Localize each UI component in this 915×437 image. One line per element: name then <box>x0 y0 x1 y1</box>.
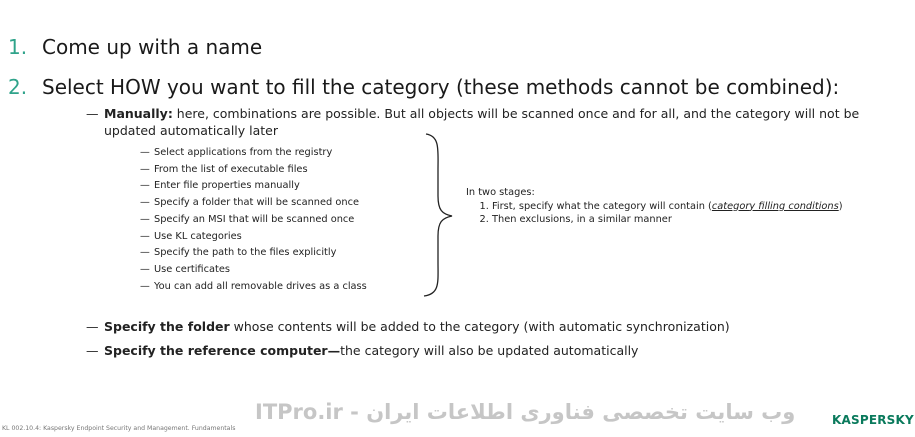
stage-2: 2. Then exclusions, in a similar manner <box>492 213 843 227</box>
step-1-text: Come up with a name <box>42 35 263 59</box>
list-item: — Select applications from the registry <box>140 147 333 158</box>
two-stages-note <box>466 186 843 227</box>
reference-computer-text: the category will also be updated automatically <box>340 343 639 358</box>
stage-1-emphasis: category filling conditions <box>711 200 839 212</box>
list-item: — Enter file properties manually <box>140 180 300 192</box>
reference-computer-method: — Specify the reference computer—the category will also be updated automatically <box>86 343 639 358</box>
step-2-text: Select HOW you want to fill the category (these methods cannot be combined): <box>42 75 840 99</box>
folder-method: — Specify the folder whose contents will be added to the category (with automatic synchronization) <box>86 319 730 334</box>
list-item: — Use certificates <box>140 263 230 275</box>
reference-computer-label: Specify the reference computer— <box>104 343 341 358</box>
stages-heading: In two stages: <box>466 187 535 198</box>
manual-options-list <box>140 145 367 295</box>
step-1-number: 1. <box>8 35 28 59</box>
list-item: — From the list of executable files <box>140 163 308 175</box>
list-item: — Specify a folder that will be scanned once <box>140 197 359 209</box>
course-footer: KL 002.10.4: Kaspersky Endpoint Security and Management. Fundamentals <box>2 425 236 432</box>
manual-line-1: here, combinations are possible. But all objects will be scanned once and for all, and the category will not be <box>172 106 860 121</box>
list-item: — Specify an MSI that will be scanned once <box>140 213 355 225</box>
step-1 <box>8 35 262 59</box>
list-item: — Use KL categories <box>140 230 242 242</box>
folder-label: Specify the folder <box>104 319 230 334</box>
manual-label: Manually: <box>104 106 173 121</box>
step-2-number: 2. <box>8 75 28 99</box>
stage-1: 1. First, specify what the category will contain (category filling conditions) <box>492 200 843 214</box>
step-2 <box>8 75 839 99</box>
kaspersky-logo: KASPERSKY <box>832 413 915 427</box>
stages-list <box>466 200 843 227</box>
manual-method <box>86 105 866 139</box>
folder-text: whose contents will be added to the category (with automatic synchronization) <box>229 319 730 334</box>
manual-line-2: updated automatically later <box>104 123 279 138</box>
manual-dash: — <box>86 106 99 121</box>
curly-brace <box>418 130 462 300</box>
list-item: — Specify the path to the files explicitly <box>140 247 337 259</box>
watermark: ITPro.ir - وب سایت تخصصی فناوری اطلاعات ایران <box>255 400 796 424</box>
list-item: — You can add all removable drives as a class <box>140 280 367 292</box>
